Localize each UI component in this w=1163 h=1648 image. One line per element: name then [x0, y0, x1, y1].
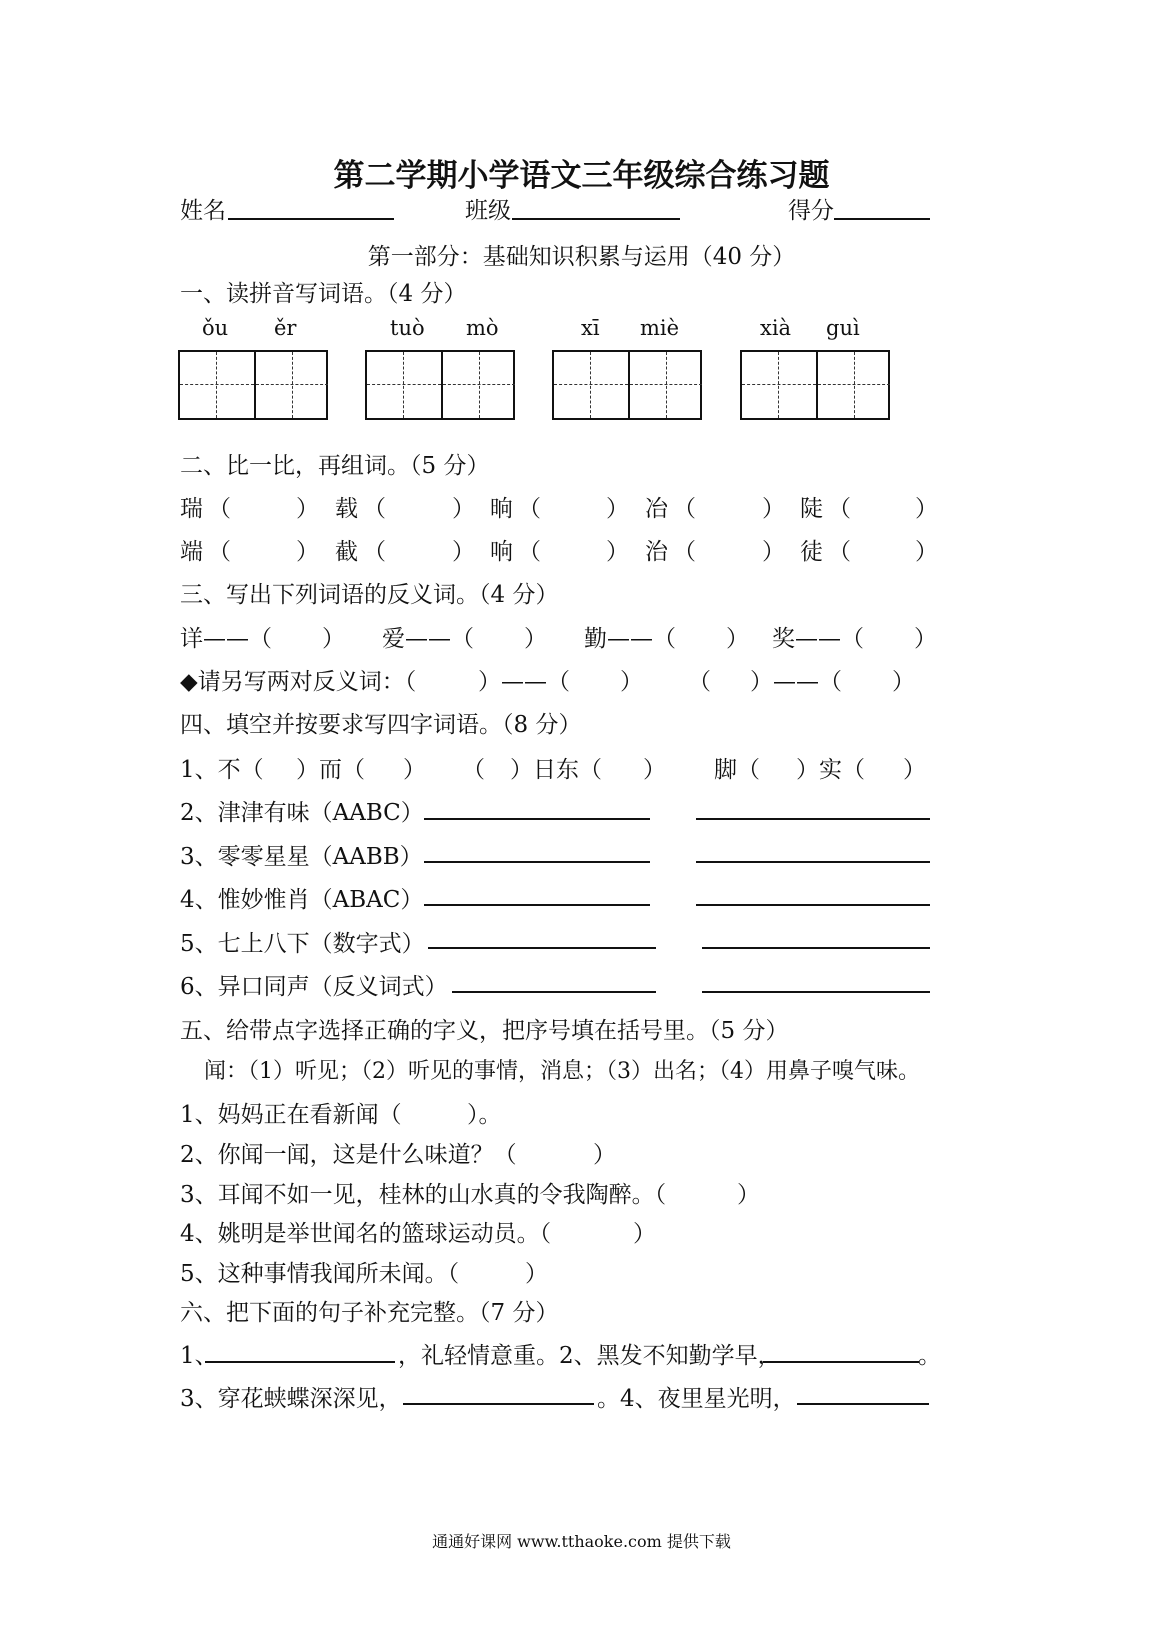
writing-grid[interactable]	[365, 350, 515, 420]
answer-line[interactable]	[797, 1403, 929, 1405]
answer-line[interactable]	[452, 991, 656, 993]
antonym-item: 详——（	[180, 626, 272, 652]
char: 截	[335, 539, 358, 565]
writing-grid[interactable]	[740, 350, 890, 420]
definitions: 闻：（1）听见；（2）听见的事情，消息；（3）出名；（4）用鼻子嗅气味。	[204, 1059, 920, 1084]
close-paren: ）	[633, 1221, 656, 1247]
open-paren: （	[673, 496, 696, 522]
s6-text: 。4、夜里星光明，	[597, 1386, 796, 1412]
pinyin: ěr	[274, 316, 297, 340]
antonym-item: 爱——（	[382, 626, 474, 652]
close-paren: ）	[593, 1142, 616, 1168]
pinyin: guì	[826, 316, 860, 340]
answer-line[interactable]	[696, 904, 930, 906]
open-paren: （	[828, 496, 851, 522]
s5-item: 5、这种事情我闻所未闻。（	[180, 1261, 460, 1287]
answer-line[interactable]	[702, 947, 930, 949]
pinyin: xià	[760, 316, 792, 340]
pinyin: mò	[466, 316, 499, 340]
part1-heading: 第一部分：基础知识积累与运用（40 分）	[367, 244, 796, 270]
open-paren: （	[673, 539, 696, 565]
char: 响	[490, 539, 513, 565]
fill-text: ）	[903, 757, 926, 783]
fill-text: 1、不（	[180, 757, 264, 783]
char: 瑞	[180, 496, 203, 522]
answer-line[interactable]	[428, 947, 656, 949]
fill-text: ）而（	[296, 757, 365, 783]
name-label: 姓名	[180, 198, 226, 224]
close-paren: ）	[606, 539, 629, 565]
char: 晌	[490, 496, 513, 522]
answer-line[interactable]	[424, 904, 650, 906]
close-paren: ）	[726, 626, 749, 652]
writing-grid[interactable]	[552, 350, 702, 420]
close-paren: ）	[322, 626, 345, 652]
char: 载	[335, 496, 358, 522]
char: 徒	[800, 539, 823, 565]
footer: 通通好课网 www.tthaoke.com 提供下载	[432, 1532, 731, 1551]
word-item: 2、津津有味（AABC）	[180, 800, 424, 826]
char: 陡	[800, 496, 823, 522]
pinyin: xī	[581, 316, 600, 340]
s5-item: 4、姚明是举世闻名的篮球运动员。（	[180, 1221, 552, 1247]
s5-item: 3、耳闻不如一见，桂林的山水真的令我陶醉。（	[180, 1182, 667, 1208]
dash-paren: ）——（	[750, 669, 842, 695]
close-paren: ）	[915, 496, 938, 522]
close-paren: ）	[620, 669, 643, 695]
open-paren: （	[518, 496, 541, 522]
s4-heading: 四、填空并按要求写四字词语。（8 分）	[180, 712, 582, 738]
open-paren: （	[828, 539, 851, 565]
char: 端	[180, 539, 203, 565]
s3-heading: 三、写出下列词语的反义词。（4 分）	[180, 582, 559, 608]
answer-line[interactable]	[424, 818, 650, 820]
score-field[interactable]	[834, 218, 930, 220]
class-label: 班级	[465, 198, 511, 224]
close-paren: ）	[296, 539, 319, 565]
extra-antonyms: ◆请另写两对反义词：（	[180, 669, 417, 695]
s5-item: 1、妈妈正在看新闻（	[180, 1102, 402, 1128]
word-item: 3、零零星星（AABB）	[180, 844, 423, 870]
close-paren: ）	[762, 539, 785, 565]
close-paren: ）	[915, 539, 938, 565]
answer-line[interactable]	[205, 1361, 395, 1363]
s5-item: 2、你闻一闻，这是什么味道？（	[180, 1142, 517, 1168]
answer-line[interactable]	[403, 1403, 594, 1405]
fill-text: ）日东（	[510, 757, 602, 783]
score-label: 得分	[788, 198, 834, 224]
close-paren: ）	[606, 496, 629, 522]
name-field[interactable]	[228, 218, 394, 220]
pinyin: miè	[640, 316, 680, 340]
pinyin: tuò	[390, 316, 425, 340]
pinyin: ǒu	[202, 316, 229, 340]
answer-line[interactable]	[424, 861, 650, 863]
close-paren: ）	[524, 626, 547, 652]
close-paren: ）	[452, 496, 475, 522]
char: 冶	[645, 496, 668, 522]
open-paren: （	[208, 539, 231, 565]
close-paren: ）	[452, 539, 475, 565]
close-paren: ）	[914, 626, 937, 652]
s6-text: 。	[918, 1343, 941, 1369]
close-paren: ）。	[467, 1102, 502, 1128]
s6-text: ，礼轻情意重。2、黑发不知勤学早，	[398, 1343, 781, 1369]
close-paren: ）	[892, 669, 915, 695]
s6-heading: 六、把下面的句子补充完整。（7 分）	[180, 1300, 559, 1326]
open-paren: （	[208, 496, 231, 522]
fill-text: 脚（	[714, 757, 760, 783]
close-paren: ）	[296, 496, 319, 522]
fill-text: （	[462, 757, 485, 783]
writing-grid[interactable]	[178, 350, 328, 420]
char: 治	[645, 539, 668, 565]
word-item: 4、惟妙惟肖（ABAC）	[180, 887, 424, 913]
open-paren: （	[363, 539, 386, 565]
answer-line[interactable]	[702, 991, 930, 993]
close-paren: ）	[762, 496, 785, 522]
fill-text: ）	[403, 757, 426, 783]
answer-line[interactable]	[763, 1361, 919, 1363]
s6-text: 1、	[180, 1343, 218, 1369]
open-paren: （	[688, 669, 711, 695]
class-field[interactable]	[512, 218, 680, 220]
antonym-item: 勤——（	[584, 626, 676, 652]
s2-heading: 二、比一比，再组词。（5 分）	[180, 453, 490, 479]
word-item: 6、异口同声（反义词式）	[180, 974, 448, 1000]
answer-line[interactable]	[696, 818, 930, 820]
s1-heading: 一、读拼音写词语。（4 分）	[180, 281, 467, 307]
fill-text: ）	[643, 757, 666, 783]
s5-heading: 五、给带点字选择正确的字义，把序号填在括号里。（5 分）	[180, 1018, 789, 1044]
close-paren: ）	[525, 1261, 548, 1287]
close-paren: ）	[737, 1182, 760, 1208]
open-paren: （	[363, 496, 386, 522]
open-paren: （	[518, 539, 541, 565]
s6-text: 3、穿花蛱蝶深深见，	[180, 1386, 402, 1412]
dash-paren: ）——（	[478, 669, 570, 695]
answer-line[interactable]	[696, 861, 930, 863]
word-item: 5、七上八下（数字式）	[180, 931, 425, 957]
page-title: 第二学期小学语文三年级综合练习题	[333, 158, 830, 194]
fill-text: ）实（	[796, 757, 865, 783]
antonym-item: 奖——（	[772, 626, 864, 652]
